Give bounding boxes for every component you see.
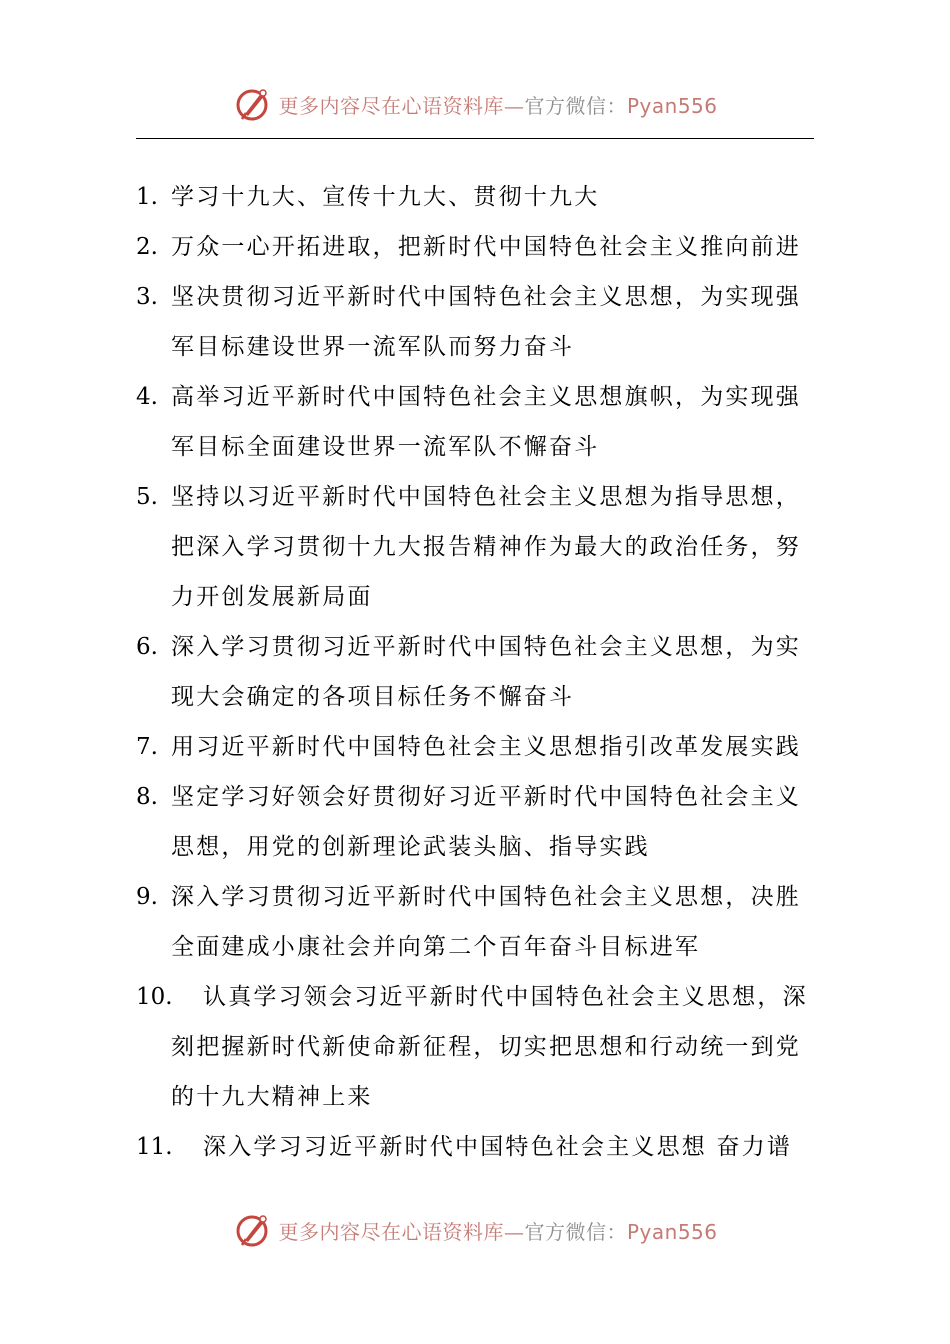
- header-rule: [136, 138, 814, 139]
- quill-logo-icon: [232, 84, 272, 124]
- banner-main-text: 更多内容尽在心语资料库: [278, 93, 504, 118]
- item-number: 6.: [136, 634, 158, 660]
- item-text: 深入学习贯彻习近平新时代中国特色社会主义思想，为实现大会确定的各项目标任务不懈奋斗: [171, 634, 801, 710]
- list-item: [136, 772, 814, 872]
- item-number: 3.: [136, 284, 158, 310]
- item-text: 深入学习贯彻习近平新时代中国特色社会主义思想，决胜全面建成小康社会并向第二个百年奋斗目标进军: [171, 884, 801, 960]
- footer-banner: [0, 1206, 950, 1254]
- item-text: 用习近平新时代中国特色社会主义思想指引改革发展实践: [171, 734, 801, 760]
- item-number: 11.: [136, 1134, 173, 1160]
- list-item: [136, 472, 814, 622]
- slogan-list: [136, 172, 814, 1172]
- banner-official-label: 官方微信：: [524, 1219, 627, 1244]
- quill-logo-icon: [232, 1210, 272, 1250]
- item-number: 8.: [136, 784, 158, 810]
- banner-wechat-id: Pyan556: [626, 93, 718, 118]
- item-text: 认真学习领会习近平新时代中国特色社会主义思想，深刻把握新时代新使命新征程，切实把思想和行动统一到党的十九大精神上来: [171, 984, 808, 1110]
- header-banner: [0, 80, 950, 128]
- item-text: 万众一心开拓进取，把新时代中国特色社会主义推向前进: [171, 234, 801, 260]
- item-text: 学习十九大、宣传十九大、贯彻十九大: [171, 184, 600, 210]
- list-item: [136, 172, 814, 222]
- list-item: [136, 722, 814, 772]
- item-number: 10.: [136, 984, 173, 1010]
- item-number: 9.: [136, 884, 158, 910]
- item-number: 1.: [136, 184, 158, 210]
- list-item: [136, 372, 814, 472]
- banner-wechat-id: Pyan556: [626, 1219, 718, 1244]
- item-text: 坚决贯彻习近平新时代中国特色社会主义思想，为实现强军目标建设世界一流军队而努力奋斗: [171, 284, 801, 360]
- item-text: 深入学习习近平新时代中国特色社会主义思想 奋力谱: [203, 1134, 793, 1160]
- list-item: [136, 272, 814, 372]
- list-item: [136, 872, 814, 972]
- item-number: 7.: [136, 734, 158, 760]
- item-text: 高举习近平新时代中国特色社会主义思想旗帜，为实现强军目标全面建设世界一流军队不懈奋斗: [171, 384, 801, 460]
- item-text: 坚定学习好领会好贯彻好习近平新时代中国特色社会主义思想，用党的创新理论武装头脑、指导实践: [171, 784, 801, 860]
- banner-dash: —: [503, 93, 525, 118]
- list-item: [136, 222, 814, 272]
- list-item: [136, 1122, 814, 1172]
- banner-official-label: 官方微信：: [524, 93, 627, 118]
- item-text: 坚持以习近平新时代中国特色社会主义思想为指导思想，把深入学习贯彻十九大报告精神作为最大的政治任务，努力开创发展新局面: [171, 484, 801, 610]
- banner-main-text: 更多内容尽在心语资料库: [278, 1219, 504, 1244]
- banner-dash: —: [503, 1219, 525, 1244]
- item-number: 5.: [136, 484, 158, 510]
- item-number: 2.: [136, 234, 158, 260]
- item-number: 4.: [136, 384, 158, 410]
- list-item: [136, 972, 814, 1122]
- list-item: [136, 622, 814, 722]
